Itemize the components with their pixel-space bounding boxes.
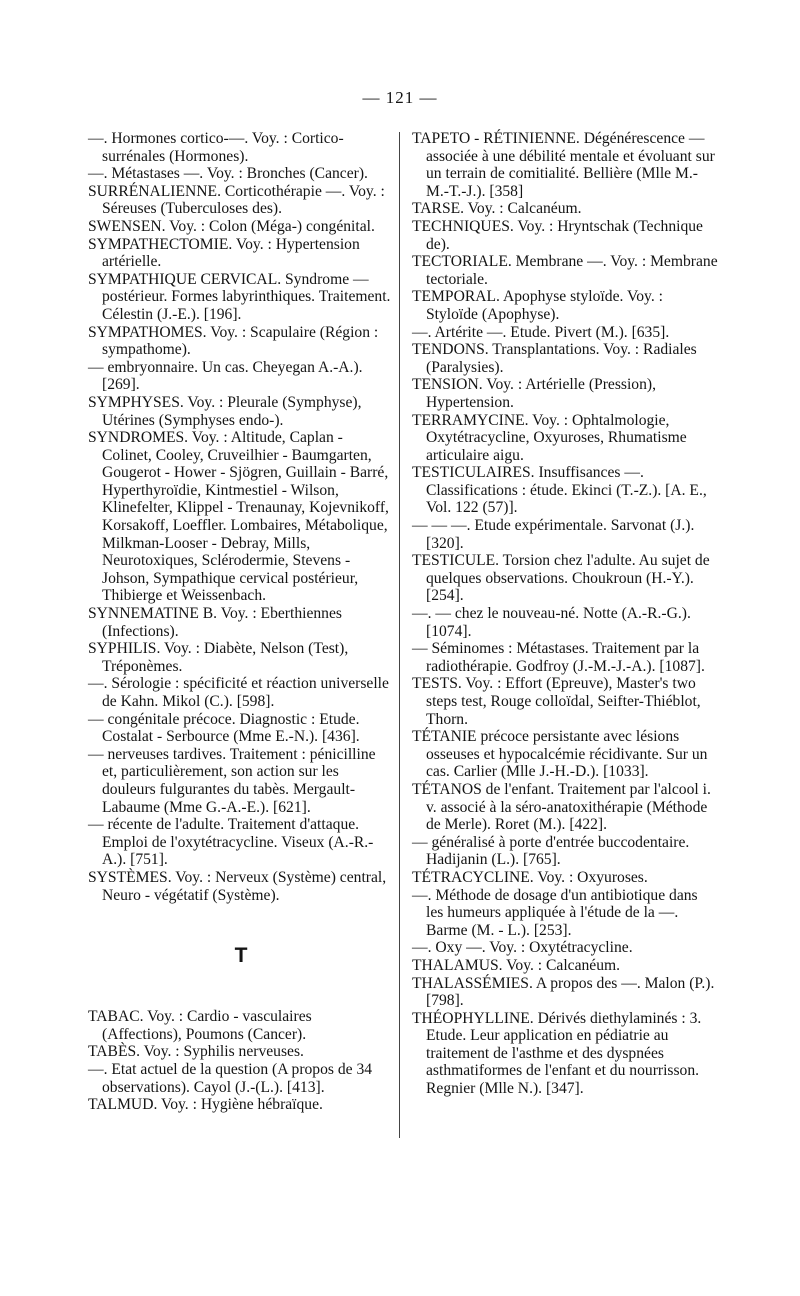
index-entry: TERRAMYCINE. Voy. : Ophtalmologie, Oxytétracycline, Oxyuroses, Rhumatisme articulaire aigu. (412, 411, 687, 464)
index-entry: TENDONS. Transplantations. Voy. : Radiales (Paralysies). (412, 341, 697, 376)
index-entry: — généralisé à porte d'entrée buccodentaire. Hadijanin (L.). [765]. (412, 833, 690, 869)
index-entry: SYNDROMES. Voy. : Altitude, Caplan - Colinet, Cooley, Cruveilhier - Baumgarten, Gougerot - Hower - Sjögren, Guillain - Barré, Hyperthyroïdie, Kintmestiel - Wilson, Klinefelter, Klippel - Trenaunay, Kojevnikoff, Korsakoff, Loeffler. Lombaires, Métabolique, Milkman-Looser - Debray, Mills, Neurotoxiques, Sclérodermie, Stevens - Johson, Sympathique cervical postérieur, Thibierge et Weissenbach. (88, 429, 389, 605)
right-entries (412, 130, 718, 1098)
index-entry: TECHNIQUES. Voy. : Hryntschak (Technique de). (412, 217, 703, 253)
index-entry: SURRÉNALIENNE. Corticothérapie —. Voy. : Séreuses (Tuberculoses des). (88, 182, 385, 218)
index-entry: —. Métastases —. Voy. : Bronches (Cancer). (88, 165, 368, 183)
index-entry: THALAMUS. Voy. : Calcanéum. (412, 956, 621, 974)
index-entry: TÉTANIE précoce persistante avec lésions osseuses et hypocalcémie récidivante. Sur un cas. Carlier (Mlle J.-H.-D.). [1033]. (412, 728, 708, 781)
index-entry: SYPHILIS. Voy. : Diabète, Nelson (Test), Tréponèmes. (88, 640, 349, 675)
index-entry: — Séminomes : Métastases. Traitement par la radiothérapie. Godfroy (J.-M.-J.-A.). [1087]. (412, 640, 705, 675)
index-entry: — récente de l'adulte. Traitement d'attaque. Emploi de l'oxytétracycline. Viseux (A.-R.-A.). [751]. (88, 816, 374, 869)
left-entries-before (88, 130, 394, 904)
index-entry: —. Etat actuel de la question (A propos de 34 observations). Cayol (J.-(L.). [413]. (88, 1060, 373, 1096)
section-letter: T (234, 944, 248, 968)
index-entry: SWENSEN. Voy. : Colon (Méga-) congénital. (88, 217, 375, 235)
index-entry: THÉOPHYLLINE. Dérivés diethylaminés : 3. Etude. Leur application en pédiatrie au traitement de l'asthme et des dyspnées asthmatiformes de l'enfant et du nourrisson. Regnier (Mlle N.). [347]. (412, 1009, 702, 1098)
left-entries-after (88, 1008, 394, 1114)
index-entry: TECTORIALE. Membrane —. Voy. : Membrane tectoriale. (412, 253, 718, 288)
index-entry: —. — chez le nouveau-né. Notte (A.-R.-G.). [1074]. (412, 605, 691, 640)
index-entry: — embryonnaire. Un cas. Cheyegan A.-A.). [269]. (88, 358, 363, 394)
index-entry: —. Artérite —. Etude. Pivert (M.). [635]. (412, 323, 670, 341)
index-entry: — nerveuses tardives. Traitement : pénicilline et, particulièrement, son action sur les douleurs fulgurantes du tabès. Mergault-Labaume (Mme G.-A.-E.). [621]. (88, 745, 376, 816)
column-divider (399, 132, 400, 1138)
index-entry: —. Hormones cortico-—. Voy. : Cortico-surrénales (Hormones). (88, 130, 344, 165)
index-entry: TESTS. Voy. : Effort (Epreuve), Master's two steps test, Rouge colloïdal, Seifter-Thiéblot, Thorn. (412, 675, 701, 728)
index-entry: TENSION. Voy. : Artérielle (Pression), Hypertension. (412, 376, 656, 411)
page-number: — 121 — (362, 88, 438, 107)
left-column (88, 130, 394, 1114)
index-entry: SYNNEMATINE B. Voy. : Eberthiennes (Infections). (88, 605, 342, 640)
index-entry: TÉTANOS de l'enfant. Traitement par l'alcool i. v. associé à la séro-anatoxithérapie (Méthode de Merle). Roret (M.). [422]. (412, 780, 711, 834)
index-entry: — congénitale précoce. Diagnostic : Etude. Costalat - Serbource (Mme E.-N.). [436]. (88, 710, 360, 746)
index-entry: —. Sérologie : spécificité et réaction universelle de Kahn. Mikol (C.). [598]. (88, 675, 389, 710)
index-entry: SYMPATHIQUE CERVICAL. Syndrome — postérieur. Formes labyrinthiques. Traitement. Célestin (J.-E.). [196]. (88, 270, 391, 323)
index-entry: TÉTRACYCLINE. Voy. : Oxyuroses. (412, 868, 648, 886)
index-entry: THALASSÉMIES. A propos des —. Malon (P.). [798]. (412, 974, 715, 1010)
index-entry: TESTICULAIRES. Insuffisances —. Classifications : étude. Ekinci (T.-Z.). [A. E., Vol. 122 (57)]. (412, 464, 707, 517)
index-entry: TESTICULE. Torsion chez l'adulte. Au sujet de quelques observations. Choukroun (H.-Y.). [254]. (412, 552, 710, 605)
index-entry: TABAC. Voy. : Cardio - vasculaires (Affections), Poumons (Cancer). (88, 1008, 312, 1043)
index-entry: —. Oxy —. Voy. : Oxytétracycline. (412, 939, 633, 957)
index-entry: SYMPATHECTOMIE. Voy. : Hypertension artérielle. (88, 235, 360, 271)
index-entry: TARSE. Voy. : Calcanéum. (412, 200, 582, 218)
index-entry: TALMUD. Voy. : Hygiène hébraïque. (88, 1096, 323, 1114)
index-entry: TAPETO - RÉTINIENNE. Dégénérescence — associée à une débilité mentale et évoluant sur un terrain de comitialité. Bellière (Mlle M.-M.-T.-J.). [358] (412, 130, 715, 200)
index-entry: SYMPHYSES. Voy. : Pleurale (Symphyse), Utérines (Symphyses endo-). (88, 393, 362, 429)
index-entry: TABÈS. Voy. : Syphilis nerveuses. (88, 1043, 304, 1061)
index-entry: SYMPATHOMES. Voy. : Scapulaire (Région : sympathome). (88, 323, 379, 359)
right-column (412, 130, 718, 1098)
index-entry: — — —. Etude expérimentale. Sarvonat (J.). [320]. (412, 517, 695, 552)
index-entry: —. Méthode de dosage d'un antibiotique dans les humeurs appliquée à l'étude de la —. Barme (M. - L.). [253]. (412, 886, 698, 939)
index-entry: TEMPORAL. Apophyse styloïde. Voy. : Styloïde (Apophyse). (412, 288, 663, 323)
index-entry: SYSTÈMES. Voy. : Nerveux (Système) central, Neuro - végétatif (Système). (88, 868, 387, 904)
